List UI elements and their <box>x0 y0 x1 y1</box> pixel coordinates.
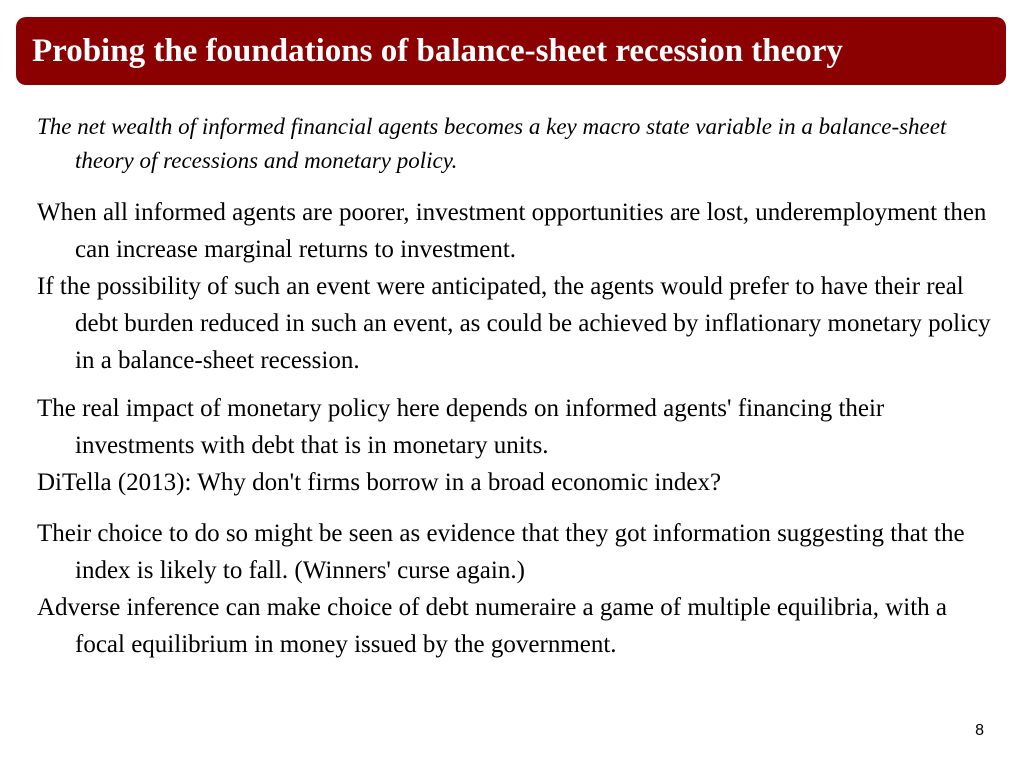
body-paragraph-4: DiTella (2013): Why don't firms borrow in a broad economic index? <box>37 469 722 496</box>
body-paragraph-6: Adverse inference can make choice of debt numeraire a game of multiple equilibria, with a focal equilibrium in money issued by the government. <box>37 594 948 658</box>
body-paragraph-2: If the possibility of such an event were anticipated, the agents would prefer to have their real debt burden reduced in such an event, as could be achieved by inflationary monetary policy in a balance-sheet recession. <box>37 273 991 374</box>
body-paragraph-3: The real impact of monetary policy here depends on informed agents' financing their investments with debt that is in monetary units. <box>37 395 885 459</box>
title-bar <box>16 17 1006 85</box>
page-number: 8 <box>975 722 984 739</box>
slide-body <box>37 110 997 663</box>
slide-title: Probing the foundations of balance-sheet recession theory <box>32 33 843 69</box>
body-paragraph-1: When all informed agents are poorer, investment opportunities are lost, underemployment then can increase marginal returns to investment. <box>37 199 987 263</box>
intro-paragraph: The net wealth of informed financial agents becomes a key macro state variable in a balance-sheet theory of recessions and monetary policy. <box>37 114 947 173</box>
body-paragraph-5: Their choice to do so might be seen as evidence that they got information suggesting that the index is likely to fall. (Winners' curse again.) <box>37 520 965 584</box>
